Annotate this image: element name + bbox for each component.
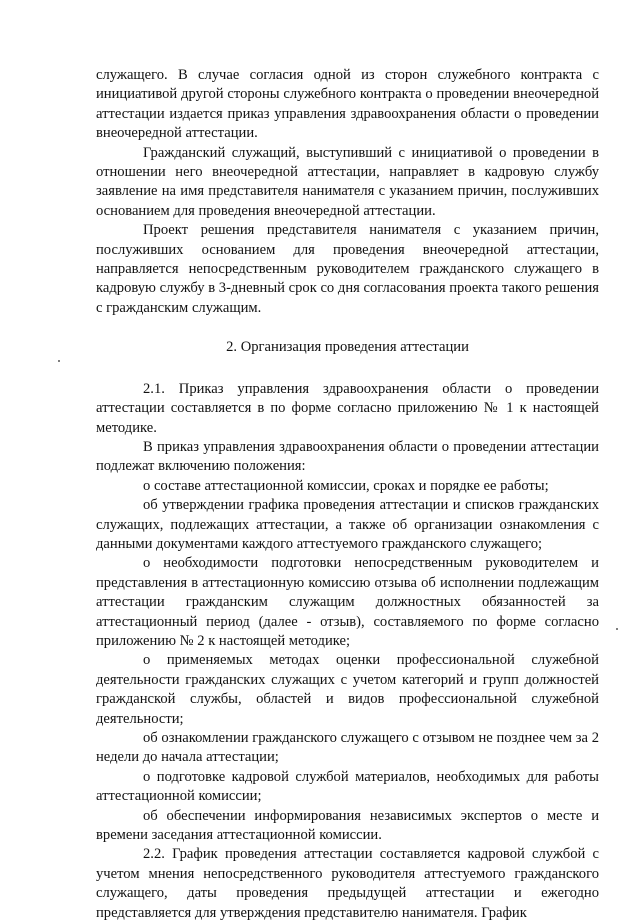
paragraph: служащего. В случае согласия одной из сторон служебного контракта с инициативой другой стороны служебного контракта о проведении внеочередной аттестации издается приказ управления здравоохранения области о проведении внеочередной аттестации.	[96, 67, 599, 142]
section-heading: 2. Организация проведения аттестации	[226, 339, 469, 356]
paragraph: Гражданский служащий, выступивший с инициативой о проведении в отношении него внеочередной аттестации, направляет в кадровую службу заявление на имя представителя нанимателя с указанием причин, послуживших основанием для проведения внеочередной аттестации.	[96, 144, 599, 219]
paragraph: В приказ управления здравоохранения области о проведении аттестации подлежат включению положения:	[96, 438, 599, 475]
list-item: о подготовке кадровой службой материалов, необходимых для работы аттестационной комиссии;	[96, 768, 599, 805]
list-item: о необходимости подготовки непосредственным руководителем и представления в аттестационную комиссию отзыва об исполнении подлежащим аттестации гражданским служащим должностных обязанностей за аттестационный период (далее - отзыв), составляемого по форме согласно приложению № 2 к настоящей методике;	[96, 555, 599, 649]
paragraph: Проект решения представителя нанимателя с указанием причин, послуживших основанием для проведения внеочередной аттестации, направляется непосредственным руководителем гражданского служащего в кадровую службу в 3-дневный срок со дня согласования проекта такого решения с гражданским служащим.	[96, 222, 599, 316]
paragraph: 2.1. Приказ управления здравоохранения области о проведении аттестации составляется в по форме согласно приложению № 1 к настоящей методике.	[96, 380, 599, 436]
paragraph: 2.2. График проведения аттестации составляется кадровой службой с учетом мнения непосредственного руководителя аттестуемого гражданского служащего, даты проведения предыдущей аттестации и ежегодно представляется для утверждения представителю нанимателя. График	[96, 846, 599, 921]
list-item: о составе аттестационной комиссии, сроках и порядке ее работы;	[143, 477, 549, 494]
document-body	[96, 66, 599, 923]
list-item: о применяемых методах оценки профессиональной служебной деятельности гражданских служащих с учетом категорий и групп должностей гражданской службы, областей и видов профессиональной служебной деятельности;	[96, 652, 599, 727]
scan-speck	[616, 628, 618, 630]
list-item: об ознакомлении гражданского служащего с отзывом не позднее чем за 2 недели до начала аттестации;	[96, 730, 599, 766]
list-item: об обеспечении информирования независимых экспертов о месте и времени заседания аттестационной комиссии.	[96, 807, 599, 844]
list-item: об утверждении графика проведения аттестации и списков гражданских служащих, подлежащих аттестации, а также об организации ознакомления с данными документами каждого аттестуемого гражданского служащего;	[96, 497, 599, 552]
scan-speck	[58, 360, 60, 362]
